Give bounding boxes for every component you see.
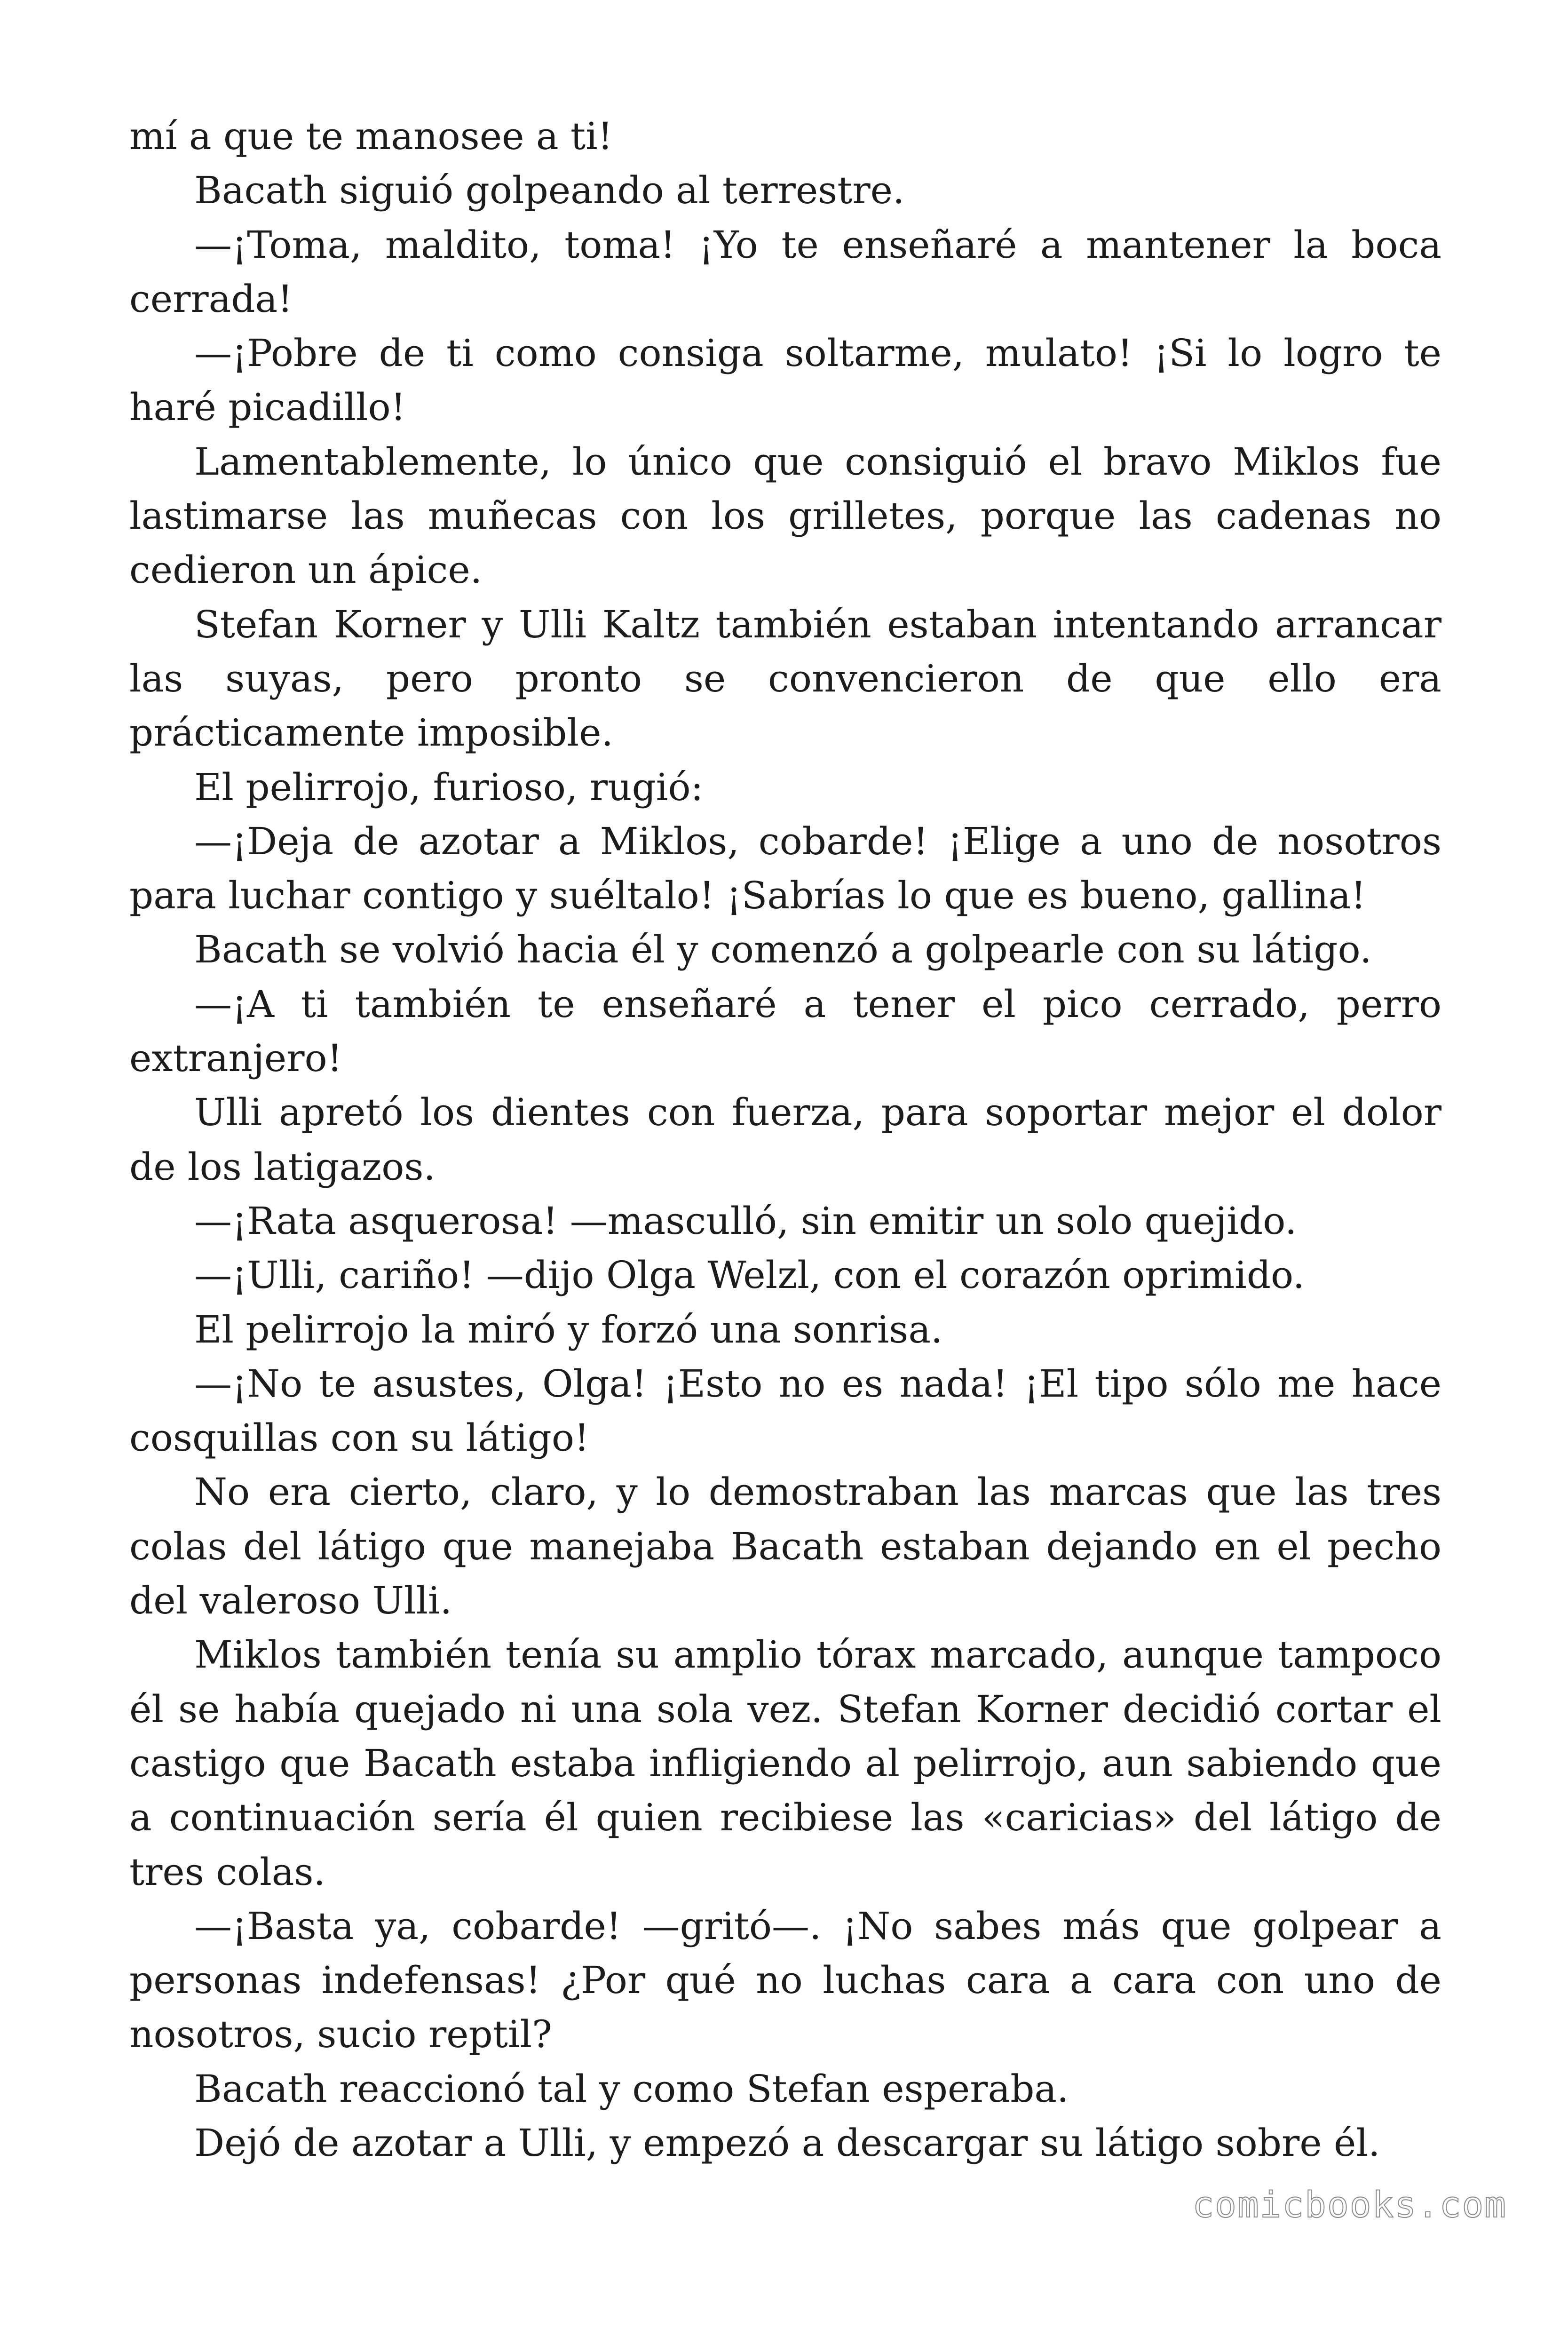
text-line: las suyas, pero pronto se convencieron de que ello era: [129, 656, 1441, 700]
text-line: cedieron un ápice.: [129, 548, 483, 592]
text-line: —¡Basta ya, cobarde! —gritó—. ¡No sabes más que golpear a: [194, 1904, 1441, 1948]
text-line: —¡Toma, maldito, toma! ¡Yo te enseñaré a mantener la boca: [194, 222, 1441, 267]
text-line: cosquillas con su látigo!: [129, 1416, 590, 1460]
text-line: El pelirrojo, furioso, rugió:: [194, 765, 704, 809]
watermark: comicbooks.com: [1192, 2184, 1507, 2225]
text-line: Bacath siguió golpeando al terrestre.: [194, 168, 905, 213]
text-line: para luchar contigo y suéltalo! ¡Sabrías lo que es bueno, gallina!: [129, 874, 1366, 918]
text-line: colas del látigo que manejaba Bacath estaban dejando en el pecho: [129, 1524, 1441, 1568]
text-line: él se había quejado ni una sola vez. Stefan Korner decidió cortar el: [129, 1687, 1441, 1731]
text-line: —¡A ti también te enseñaré a tener el pico cerrado, perro: [194, 982, 1441, 1026]
text-line: El pelirrojo la miró y forzó una sonrisa.: [194, 1307, 943, 1351]
text-line: No era cierto, claro, y lo demostraban las marcas que las tres: [194, 1470, 1441, 1514]
text-line: lastimarse las muñecas con los grilletes, porque las cadenas no: [129, 494, 1441, 538]
text-line: Lamentablemente, lo único que consiguió el bravo Miklos fue: [194, 439, 1441, 484]
text-line: mí a que te manosee a ti!: [129, 114, 613, 158]
text-line: de los latigazos.: [129, 1144, 436, 1189]
text-line: —¡Ulli, cariño! —dijo Olga Welzl, con el corazón oprimido.: [194, 1253, 1305, 1297]
page-text: [129, 109, 1441, 2170]
text-line: Bacath se volvió hacia él y comenzó a golpearle con su látigo.: [194, 928, 1372, 972]
text-line: nosotros, sucio reptil?: [129, 2012, 552, 2057]
text-line: prácticamente imposible.: [129, 711, 613, 755]
text-line: Dejó de azotar a Ulli, y empezó a descargar su látigo sobre él.: [194, 2121, 1380, 2165]
text-line: —¡Pobre de ti como consiga soltarme, mulato! ¡Si lo logro te: [194, 331, 1441, 375]
text-line: personas indefensas! ¿Por qué no luchas cara a cara con uno de: [129, 1958, 1441, 2002]
text-line: Stefan Korner y Ulli Kaltz también estaban intentando arrancar: [194, 602, 1441, 646]
text-line: Ulli apretó los dientes con fuerza, para soportar mejor el dolor: [194, 1090, 1441, 1135]
text-line: haré picadillo!: [129, 385, 406, 429]
text-line: —¡No te asustes, Olga! ¡Esto no es nada! ¡El tipo sólo me hace: [194, 1361, 1441, 1406]
text-line: Miklos también tenía su amplio tórax marcado, aunque tampoco: [194, 1633, 1441, 1677]
text-line: extranjero!: [129, 1036, 342, 1081]
text-line: del valeroso Ulli.: [129, 1579, 452, 1623]
text-line: tres colas.: [129, 1850, 325, 1894]
text-line: a continuación sería él quien recibiese las «caricias» del látigo de: [129, 1796, 1441, 1840]
text-line: —¡Deja de azotar a Miklos, cobarde! ¡Elige a uno de nosotros: [194, 819, 1441, 863]
text-line: cerrada!: [129, 277, 293, 321]
text-line: castigo que Bacath estaba infligiendo al pelirrojo, aun sabiendo que: [129, 1741, 1441, 1785]
text-line: Bacath reaccionó tal y como Stefan esperaba.: [194, 2066, 1069, 2111]
text-line: —¡Rata asquerosa! —masculló, sin emitir un solo quejido.: [194, 1199, 1297, 1243]
